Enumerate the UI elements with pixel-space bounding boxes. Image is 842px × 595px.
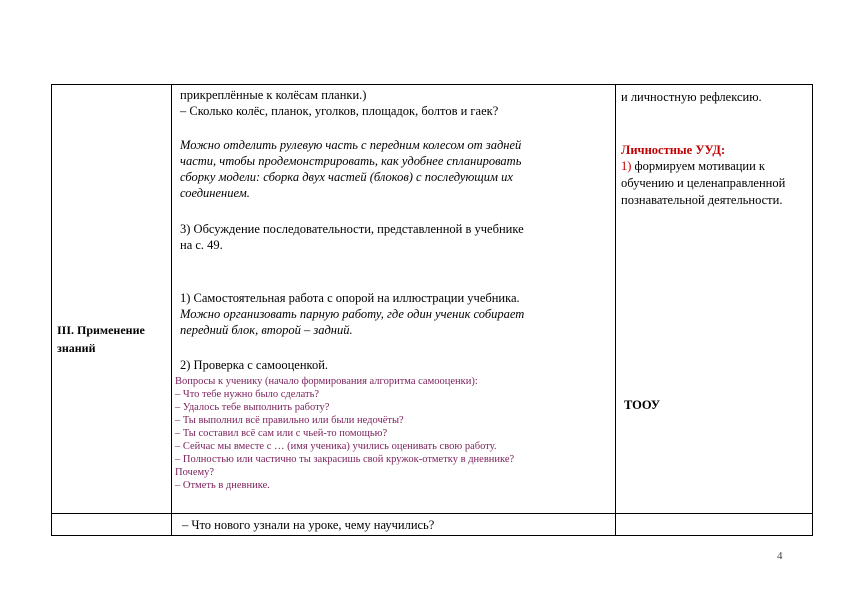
content-cell <box>172 85 616 514</box>
discussion-line: 3) Обсуждение последовательности, представленной в учебнике <box>180 222 524 236</box>
italic-note-line: Можно отделить рулевую часть с передним колесом от задней <box>180 138 522 152</box>
table-row <box>52 513 813 535</box>
question-line: – Что тебе нужно было сделать? <box>175 389 320 400</box>
question-line: Почему? <box>175 467 215 478</box>
question-line: Вопросы к ученику (начало формирования алгоритма самооценки): <box>175 376 478 387</box>
reflection-text: и личностную рефлексию. <box>621 90 762 104</box>
empty-cell <box>616 513 813 535</box>
work-italic-line: Можно организовать парную работу, где один ученик собирает <box>180 307 525 321</box>
table-row <box>52 85 813 514</box>
work-line: 1) Самостоятельная работа с опорой на иллюстрации учебника. <box>180 291 520 305</box>
stage-cell <box>52 85 172 514</box>
lesson-table <box>51 84 813 536</box>
question-line: – Ты составил всё сам или с чьей-то помощью? <box>175 428 388 439</box>
content-line: прикреплённые к колёсам планки.) <box>180 88 367 102</box>
stage-label-line2: знаний <box>57 341 96 355</box>
question-line: – Отметь в дневнике. <box>175 480 270 491</box>
uud-item <box>621 158 765 174</box>
page-number: 4 <box>777 550 783 562</box>
content-line: – Сколько колёс, планок, уголков, площадок, болтов и гаек? <box>180 104 499 118</box>
question-line: – Удалось тебе выполнить работу? <box>175 402 330 413</box>
question-line: – Ты выполнил всё правильно или были недочёты? <box>175 415 404 426</box>
uud-item-text: формируем мотивации к <box>631 159 766 173</box>
uud-item-line: познавательной деятельности. <box>621 193 783 207</box>
stage-label-line1: III. Применение <box>57 323 145 337</box>
summary-question: – Что нового узнали на уроке, чему научились? <box>182 517 435 532</box>
uud-heading: Личностные УУД: <box>621 143 726 157</box>
question-line: – Сейчас мы вместе с … (имя ученика) учились оценивать свою работу. <box>175 441 497 452</box>
discussion-line: на с. 49. <box>180 238 223 252</box>
uud-item-number: 1) <box>621 159 632 173</box>
check-line: 2) Проверка с самооценкой. <box>180 358 329 372</box>
tooy-label: ТООУ <box>624 398 661 412</box>
italic-note-line: части, чтобы продемонстрировать, как удобнее спланировать <box>180 154 522 168</box>
italic-note-line: соединением. <box>180 186 250 200</box>
uud-item-line: обучению и целенаправленной <box>621 176 786 190</box>
uud-cell <box>616 85 813 514</box>
summary-cell <box>172 513 616 535</box>
empty-cell <box>52 513 172 535</box>
work-italic-line: передний блок, второй – задний. <box>180 323 353 337</box>
question-line: – Полностью или частично ты закрасишь свой кружок-отметку в дневнике? <box>175 454 515 465</box>
italic-note-line: сборку модели: сборка двух частей (блоков) с последующим их <box>180 170 513 184</box>
